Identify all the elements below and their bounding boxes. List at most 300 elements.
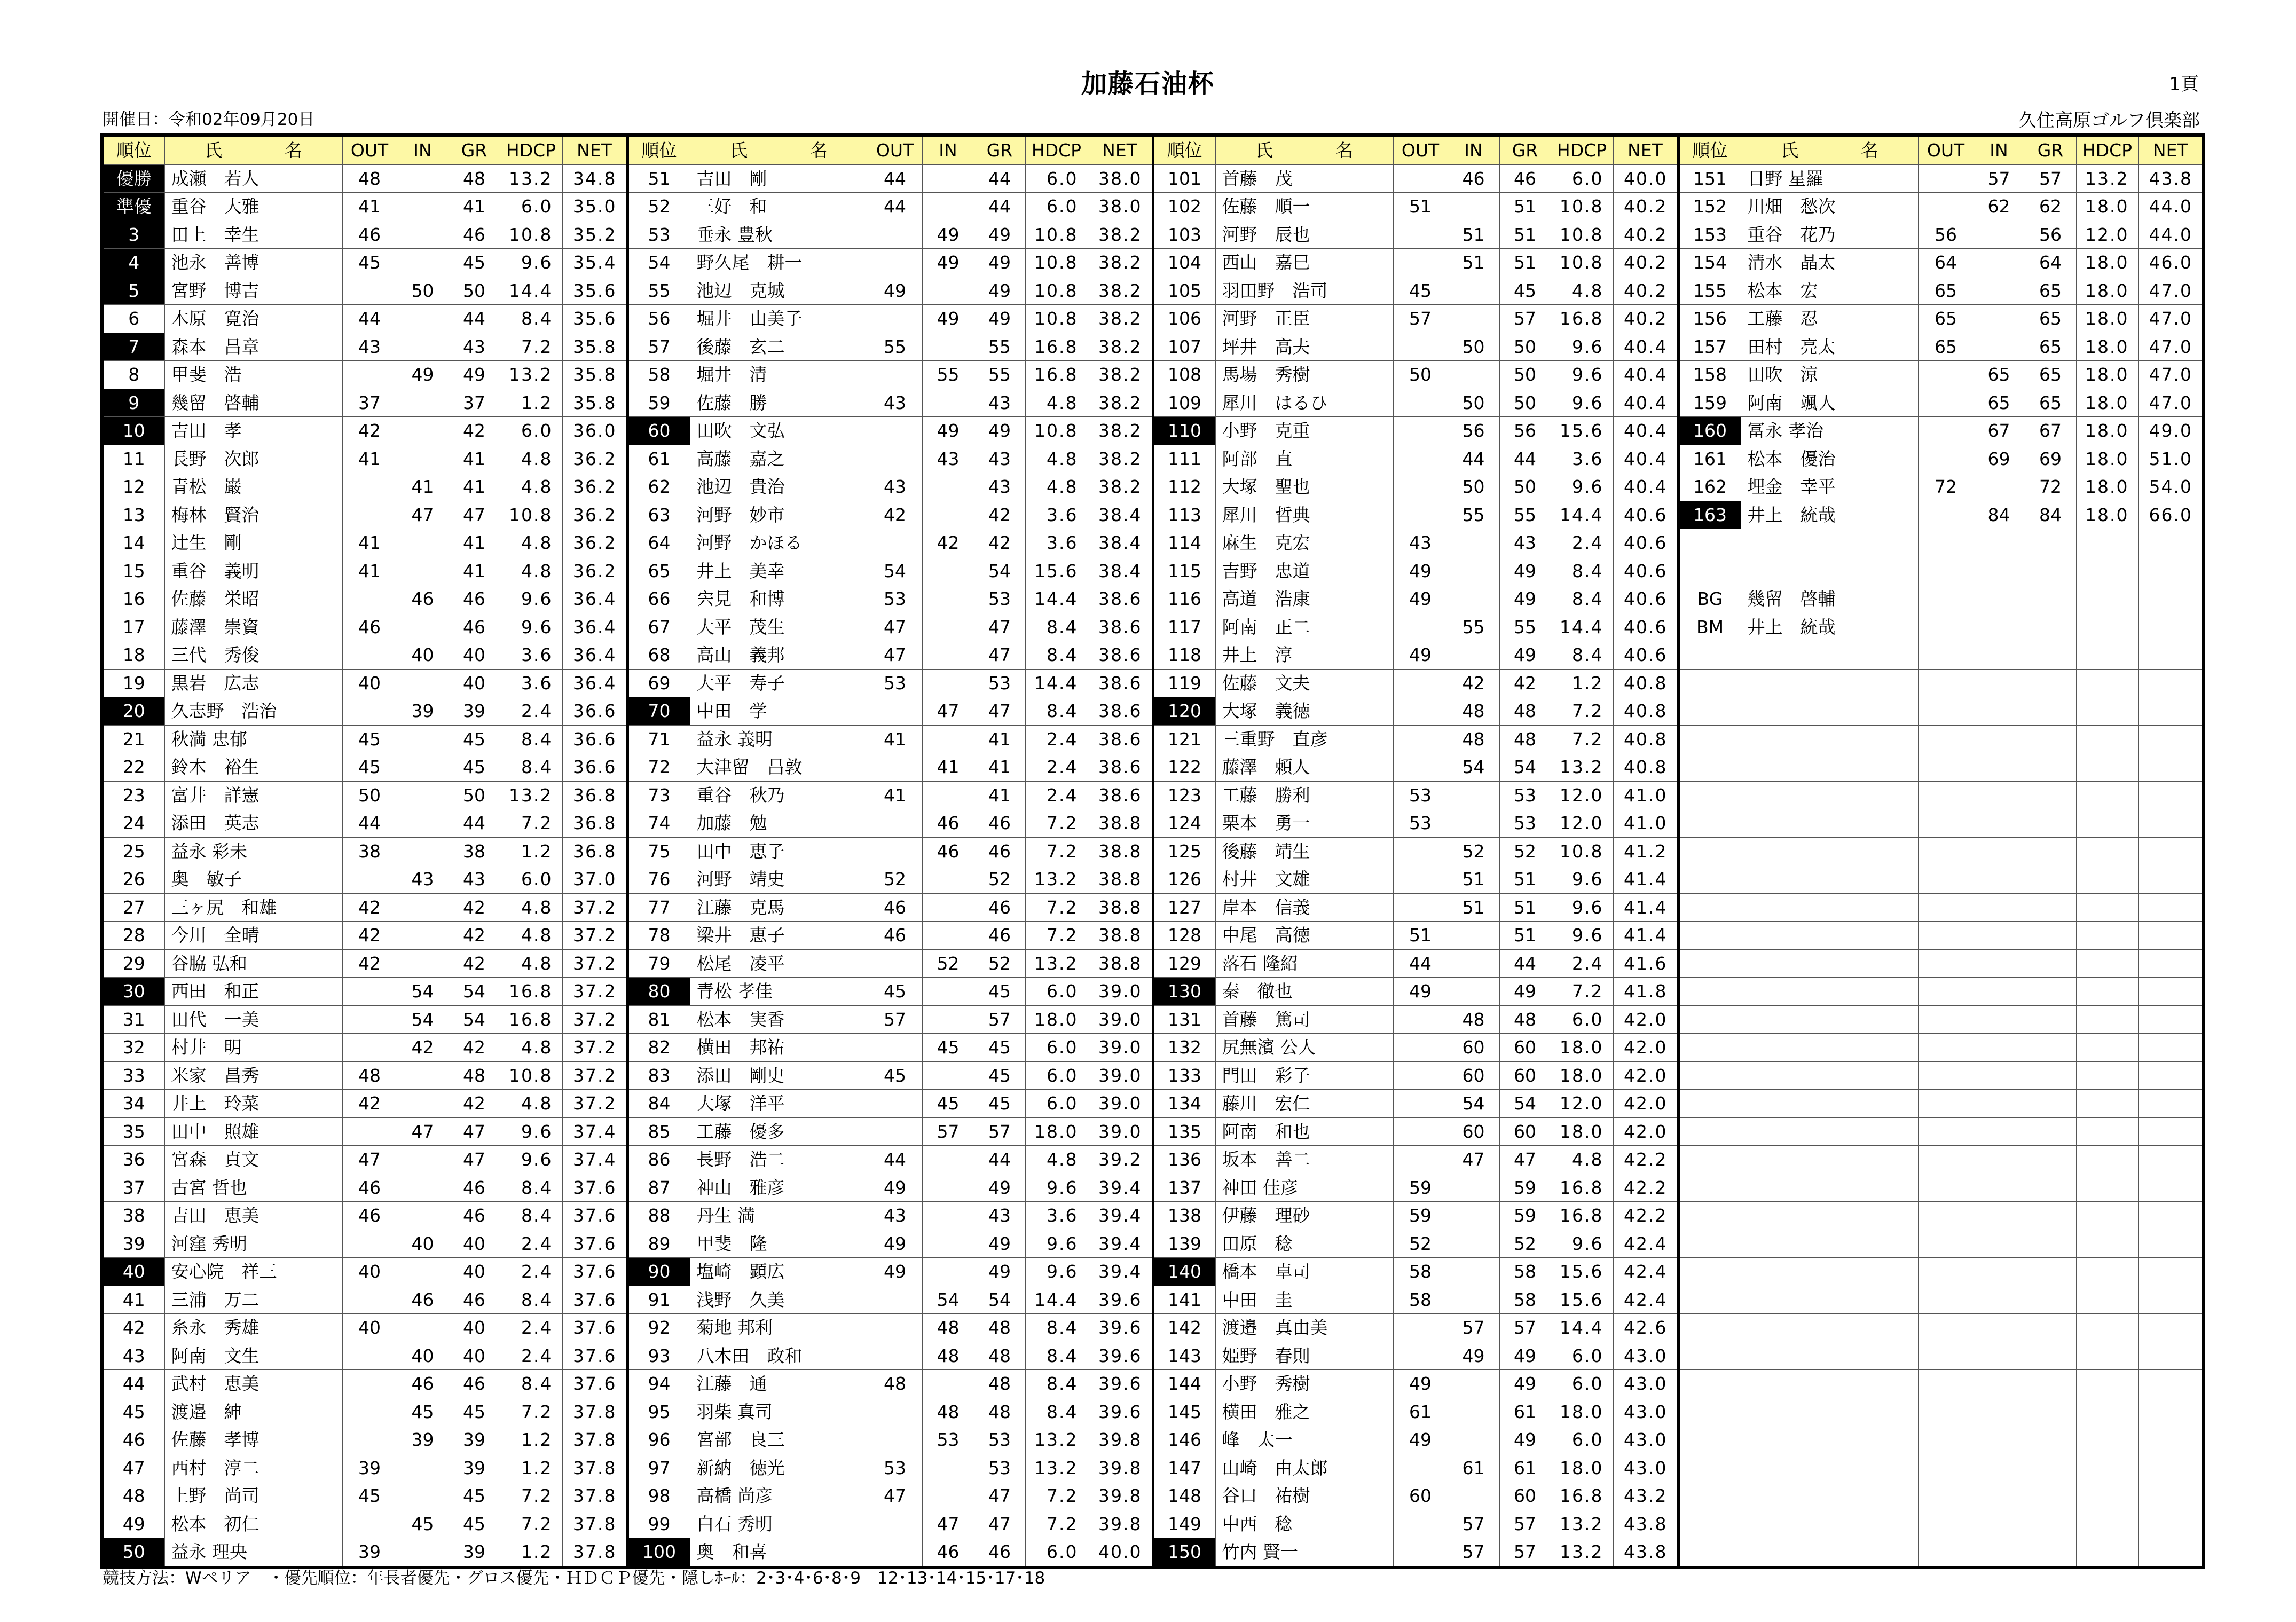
cell-out: 39 [342, 1538, 397, 1568]
table-row [102, 1342, 2204, 1370]
cell-net: 40.6 [1613, 613, 1678, 641]
cell-in [397, 529, 449, 557]
cell-out: 46 [342, 221, 397, 249]
cell-rank: 115 [1153, 557, 1215, 585]
cell-net: 39.6 [1088, 1342, 1153, 1370]
cell-out [868, 809, 922, 838]
cell-rank: 54 [627, 249, 690, 277]
cell-out [1393, 249, 1448, 277]
cell-out: 42 [868, 501, 922, 529]
cell-rank: 142 [1153, 1314, 1215, 1342]
cell-hdcp: 4.8 [1025, 1146, 1088, 1174]
cell-in: 47 [1448, 1146, 1499, 1174]
cell-net: 37.6 [562, 1314, 627, 1342]
header-name: 氏 名 [690, 135, 868, 164]
cell-net: 35.8 [562, 333, 627, 361]
cell-hdcp: 15.6 [1551, 1258, 1613, 1286]
cell-out [1918, 1314, 1973, 1342]
cell-in: 61 [1448, 1454, 1499, 1482]
cell-gross: 40 [449, 1258, 500, 1286]
cell-in [1448, 277, 1499, 305]
cell-out [1918, 557, 1973, 585]
cell-in: 47 [922, 1510, 974, 1538]
event-date: 開催日：令和02年09月20日 [103, 110, 315, 129]
cell-hdcp [2076, 865, 2138, 894]
cell-hdcp: 7.2 [1025, 837, 1088, 865]
cell-rank: 64 [627, 529, 690, 557]
cell-out: 51 [1393, 193, 1448, 221]
cell-out [1918, 893, 1973, 922]
cell-net: 40.4 [1613, 333, 1678, 361]
cell-in: 43 [397, 865, 449, 894]
cell-name [1741, 1482, 1918, 1510]
cell-rank: 45 [102, 1398, 164, 1426]
cell-net: 38.2 [1088, 221, 1153, 249]
cell-gross: 43 [974, 473, 1025, 501]
cell-net: 37.8 [562, 1426, 627, 1454]
cell-in [1973, 1230, 2025, 1258]
cell-out [868, 305, 922, 333]
cell-net: 40.0 [1613, 164, 1678, 193]
cell-hdcp: 16.8 [1025, 333, 1088, 361]
cell-net: 44.0 [2138, 193, 2204, 221]
cell-hdcp: 6.0 [1025, 978, 1088, 1006]
cell-out [1393, 389, 1448, 417]
cell-in [1448, 1482, 1499, 1510]
cell-net: 39.8 [1088, 1454, 1153, 1482]
cell-name: 村井 明 [164, 1034, 342, 1062]
cell-gross: 46 [449, 1370, 500, 1398]
cell-rank: 80 [627, 978, 690, 1006]
cell-in [1973, 305, 2025, 333]
cell-hdcp: 8.4 [1025, 1370, 1088, 1398]
cell-hdcp: 9.6 [500, 1146, 562, 1174]
cell-hdcp: 13.2 [1025, 865, 1088, 894]
cell-rank: 124 [1153, 809, 1215, 838]
cell-name [1741, 725, 1918, 753]
cell-net: 39.6 [1088, 1314, 1153, 1342]
table-row [102, 1061, 2204, 1090]
cell-in [922, 641, 974, 670]
cell-name: 今川 全晴 [164, 922, 342, 950]
table-row [102, 697, 2204, 726]
cell-in: 49 [397, 361, 449, 389]
cell-out: 45 [342, 1482, 397, 1510]
cell-in: 41 [397, 473, 449, 501]
cell-in [397, 1202, 449, 1230]
cell-hdcp: 18.0 [2076, 473, 2138, 501]
cell-rank: 79 [627, 949, 690, 978]
cell-in: 48 [1448, 1005, 1499, 1034]
cell-gross: 49 [974, 249, 1025, 277]
cell-gross: 42 [449, 949, 500, 978]
cell-rank: 18 [102, 641, 164, 670]
cell-name: 西田 和正 [164, 978, 342, 1006]
cell-hdcp: 4.8 [500, 529, 562, 557]
cell-hdcp: 8.4 [500, 1174, 562, 1202]
cell-rank: 61 [627, 445, 690, 473]
cell-out [868, 1342, 922, 1370]
cell-net [2138, 641, 2204, 670]
cell-name: 辻生 剛 [164, 529, 342, 557]
cell-gross [2025, 1174, 2076, 1202]
cell-in [1973, 781, 2025, 809]
cell-rank: 81 [627, 1005, 690, 1034]
cell-out: 48 [342, 1061, 397, 1090]
cell-name [1741, 1202, 1918, 1230]
cell-hdcp [2076, 978, 2138, 1006]
cell-out [1393, 417, 1448, 445]
cell-hdcp: 2.4 [500, 1342, 562, 1370]
cell-name: 栗本 勇一 [1215, 809, 1393, 838]
cell-name: 田村 亮太 [1741, 333, 1918, 361]
cell-out [342, 585, 397, 613]
cell-out [868, 1538, 922, 1568]
cell-name: 古宮 哲也 [164, 1174, 342, 1202]
cell-out [868, 1034, 922, 1062]
cell-net: 39.0 [1088, 1061, 1153, 1090]
cell-hdcp: 10.8 [500, 221, 562, 249]
cell-name: 糸永 秀雄 [164, 1314, 342, 1342]
cell-rank: 26 [102, 865, 164, 894]
cell-out: 53 [868, 669, 922, 697]
cell-name: 松本 優治 [1741, 445, 1918, 473]
cell-net: 37.2 [562, 1061, 627, 1090]
cell-in: 65 [1973, 361, 2025, 389]
cell-rank: 91 [627, 1286, 690, 1314]
cell-gross: 49 [974, 417, 1025, 445]
cell-in [922, 1146, 974, 1174]
cell-name: 神田 佳彦 [1215, 1174, 1393, 1202]
cell-rank [1678, 725, 1741, 753]
table-row [102, 249, 2204, 277]
cell-net [2138, 1370, 2204, 1398]
cell-in: 48 [922, 1398, 974, 1426]
cell-name: 幾留 啓輔 [1741, 585, 1918, 613]
cell-gross: 44 [974, 164, 1025, 193]
header-gross: GR [974, 135, 1025, 164]
cell-net: 40.2 [1613, 277, 1678, 305]
cell-rank: 25 [102, 837, 164, 865]
cell-net: 36.6 [562, 697, 627, 726]
cell-net: 35.6 [562, 277, 627, 305]
cell-out: 48 [868, 1370, 922, 1398]
cell-in [1973, 473, 2025, 501]
cell-in [1448, 809, 1499, 838]
cell-net: 38.8 [1088, 837, 1153, 865]
cell-net [2138, 1482, 2204, 1510]
cell-rank [1678, 557, 1741, 585]
cell-name: 渡邉 真由美 [1215, 1314, 1393, 1342]
cell-name: 河野 正臣 [1215, 305, 1393, 333]
cell-gross: 51 [1499, 221, 1551, 249]
cell-rank: 6 [102, 305, 164, 333]
cell-hdcp [2076, 1426, 2138, 1454]
cell-in [397, 753, 449, 782]
cell-gross [2025, 753, 2076, 782]
cell-out [1393, 1090, 1448, 1118]
cell-rank: 137 [1153, 1174, 1215, 1202]
header-out: OUT [868, 135, 922, 164]
cell-rank: 13 [102, 501, 164, 529]
cell-rank: 46 [102, 1426, 164, 1454]
cell-rank: 4 [102, 249, 164, 277]
cell-hdcp: 7.2 [500, 809, 562, 838]
cell-gross [2025, 1117, 2076, 1146]
cell-gross: 57 [1499, 1510, 1551, 1538]
cell-rank [1678, 1005, 1741, 1034]
cell-hdcp: 4.8 [500, 445, 562, 473]
cell-in: 46 [397, 1286, 449, 1314]
cell-hdcp: 8.4 [500, 1286, 562, 1314]
cell-in: 54 [1448, 753, 1499, 782]
cell-out: 48 [342, 164, 397, 193]
cell-gross: 44 [1499, 949, 1551, 978]
cell-out: 65 [1918, 333, 1973, 361]
cell-hdcp: 1.2 [500, 1426, 562, 1454]
cell-rank: 98 [627, 1482, 690, 1510]
cell-in: 57 [1448, 1314, 1499, 1342]
cell-rank: 67 [627, 613, 690, 641]
cell-in [397, 809, 449, 838]
cell-gross: 47 [974, 641, 1025, 670]
cell-gross: 49 [974, 305, 1025, 333]
cell-in [1973, 557, 2025, 585]
cell-hdcp: 14.4 [1551, 613, 1613, 641]
cell-in: 54 [397, 978, 449, 1006]
cell-rank: 117 [1153, 613, 1215, 641]
cell-in [1973, 1174, 2025, 1202]
cell-in [1448, 1230, 1499, 1258]
cell-gross: 46 [449, 221, 500, 249]
cell-name: 森本 昌章 [164, 333, 342, 361]
cell-hdcp: 9.6 [1551, 865, 1613, 894]
cell-rank [1678, 1202, 1741, 1230]
cell-net: 39.4 [1088, 1230, 1153, 1258]
cell-name [1741, 669, 1918, 697]
cell-name [1741, 1454, 1918, 1482]
cell-out: 44 [868, 193, 922, 221]
cell-gross: 54 [449, 1005, 500, 1034]
cell-gross: 53 [974, 1426, 1025, 1454]
cell-hdcp: 8.4 [1551, 557, 1613, 585]
cell-out: 47 [342, 1146, 397, 1174]
cell-out [1393, 1538, 1448, 1568]
cell-name: 上野 尚司 [164, 1482, 342, 1510]
cell-net [2138, 781, 2204, 809]
cell-name: 谷口 祐樹 [1215, 1482, 1393, 1510]
cell-rank: 95 [627, 1398, 690, 1426]
cell-out: 51 [1393, 922, 1448, 950]
cell-gross: 39 [449, 1426, 500, 1454]
cell-net: 38.4 [1088, 529, 1153, 557]
cell-gross: 45 [974, 1034, 1025, 1062]
cell-name [1741, 1174, 1918, 1202]
cell-rank: 82 [627, 1034, 690, 1062]
cell-net [2138, 725, 2204, 753]
cell-name: 池辺 貴治 [690, 473, 868, 501]
table-row [102, 1510, 2204, 1538]
cell-hdcp: 8.4 [1551, 641, 1613, 670]
cell-in: 47 [397, 501, 449, 529]
cell-net [2138, 1426, 2204, 1454]
cell-gross: 57 [1499, 1538, 1551, 1568]
cell-out [342, 473, 397, 501]
cell-name [1741, 922, 1918, 950]
cell-gross: 45 [974, 1061, 1025, 1090]
cell-rank: 154 [1678, 249, 1741, 277]
cell-rank: 144 [1153, 1370, 1215, 1398]
table-row [102, 1146, 2204, 1174]
cell-gross: 49 [974, 1174, 1025, 1202]
cell-in [1973, 613, 2025, 641]
table-row [102, 361, 2204, 389]
cell-name: 長野 浩二 [690, 1146, 868, 1174]
cell-in: 54 [397, 1005, 449, 1034]
cell-out: 46 [342, 1174, 397, 1202]
cell-in: 39 [397, 697, 449, 726]
cell-name [1741, 1286, 1918, 1314]
cell-name: 河野 かほる [690, 529, 868, 557]
cell-gross: 45 [449, 725, 500, 753]
cell-out [1918, 725, 1973, 753]
cell-rank [1678, 1454, 1741, 1482]
cell-net: 42.2 [1613, 1202, 1678, 1230]
cell-hdcp: 1.2 [500, 1454, 562, 1482]
cell-hdcp: 9.6 [1551, 473, 1613, 501]
cell-in: 46 [397, 1370, 449, 1398]
cell-out: 58 [1393, 1258, 1448, 1286]
cell-name: 青松 孝佳 [690, 978, 868, 1006]
cell-in: 52 [1448, 837, 1499, 865]
cell-net: 39.2 [1088, 1146, 1153, 1174]
cell-gross: 40 [449, 641, 500, 670]
cell-in [397, 669, 449, 697]
cell-out: 41 [868, 725, 922, 753]
cell-out [342, 501, 397, 529]
table-row [102, 837, 2204, 865]
cell-rank: 160 [1678, 417, 1741, 445]
cell-net: 38.2 [1088, 305, 1153, 333]
cell-hdcp: 18.0 [1551, 1398, 1613, 1426]
cell-net: 46.0 [2138, 249, 2204, 277]
cell-net: 37.4 [562, 1146, 627, 1174]
cell-hdcp: 13.2 [500, 164, 562, 193]
cell-in [1448, 949, 1499, 978]
table-row [102, 1202, 2204, 1230]
cell-out [1918, 641, 1973, 670]
cell-gross: 49 [1499, 585, 1551, 613]
cell-rank: 35 [102, 1117, 164, 1146]
cell-in [1973, 333, 2025, 361]
cell-hdcp: 8.4 [1025, 613, 1088, 641]
cell-gross [2025, 669, 2076, 697]
cell-rank [1678, 1342, 1741, 1370]
cell-gross: 43 [1499, 529, 1551, 557]
cell-in: 52 [922, 949, 974, 978]
cell-hdcp: 8.4 [500, 1370, 562, 1398]
cell-hdcp: 6.0 [1551, 164, 1613, 193]
cell-name [1741, 1258, 1918, 1286]
cell-net [2138, 922, 2204, 950]
cell-gross: 65 [2025, 361, 2076, 389]
cell-out: 47 [868, 641, 922, 670]
cell-in [1973, 1342, 2025, 1370]
cell-rank [1678, 1370, 1741, 1398]
cell-in [1448, 1286, 1499, 1314]
cell-gross: 60 [1499, 1117, 1551, 1146]
cell-net [2138, 1090, 2204, 1118]
cell-net [2138, 1314, 2204, 1342]
cell-gross: 54 [449, 978, 500, 1006]
cell-name: 添田 剛史 [690, 1061, 868, 1090]
cell-hdcp: 18.0 [2076, 361, 2138, 389]
cell-in [1448, 978, 1499, 1006]
cell-in: 49 [922, 417, 974, 445]
cell-gross: 57 [974, 1005, 1025, 1034]
cell-rank: 48 [102, 1482, 164, 1510]
cell-in: 48 [1448, 697, 1499, 726]
cell-name: 門田 彩子 [1215, 1061, 1393, 1090]
cell-hdcp: 9.6 [500, 613, 562, 641]
cell-out [1393, 865, 1448, 894]
cell-in: 60 [1448, 1117, 1499, 1146]
cell-net [2138, 1174, 2204, 1202]
cell-in [1448, 529, 1499, 557]
table-row [102, 193, 2204, 221]
cell-net: 43.8 [1613, 1510, 1678, 1538]
cell-name: 木原 寛治 [164, 305, 342, 333]
cell-hdcp [2076, 1202, 2138, 1230]
cell-rank: 30 [102, 978, 164, 1006]
table-row [102, 501, 2204, 529]
cell-gross: 42 [449, 922, 500, 950]
cell-rank: 8 [102, 361, 164, 389]
cell-gross: 48 [1499, 725, 1551, 753]
cell-net [2138, 837, 2204, 865]
cell-hdcp [2076, 949, 2138, 978]
cell-in: 50 [1448, 389, 1499, 417]
cell-rank: 20 [102, 697, 164, 726]
cell-out: 49 [1393, 641, 1448, 670]
cell-out [1393, 753, 1448, 782]
cell-net: 36.4 [562, 641, 627, 670]
cell-rank: 133 [1153, 1061, 1215, 1090]
cell-name: 山崎 由太郎 [1215, 1454, 1393, 1482]
cell-hdcp: 18.0 [1551, 1034, 1613, 1062]
cell-name: 鈴木 裕生 [164, 753, 342, 782]
cell-hdcp: 4.8 [500, 473, 562, 501]
cell-net: 40.4 [1613, 389, 1678, 417]
cell-hdcp: 9.6 [500, 249, 562, 277]
table-row [102, 753, 2204, 782]
cell-in [1448, 585, 1499, 613]
cell-rank: 55 [627, 277, 690, 305]
cell-hdcp: 13.2 [1025, 1426, 1088, 1454]
cell-hdcp: 16.8 [1025, 361, 1088, 389]
cell-name [1741, 1230, 1918, 1258]
cell-in [922, 389, 974, 417]
cell-net: 41.8 [1613, 978, 1678, 1006]
cell-rank: 15 [102, 557, 164, 585]
cell-in: 56 [1448, 417, 1499, 445]
cell-hdcp [2076, 1174, 2138, 1202]
cell-out: 42 [342, 893, 397, 922]
cell-hdcp: 9.6 [500, 585, 562, 613]
cell-in [397, 193, 449, 221]
cell-gross: 60 [1499, 1061, 1551, 1090]
cell-net: 54.0 [2138, 473, 2204, 501]
